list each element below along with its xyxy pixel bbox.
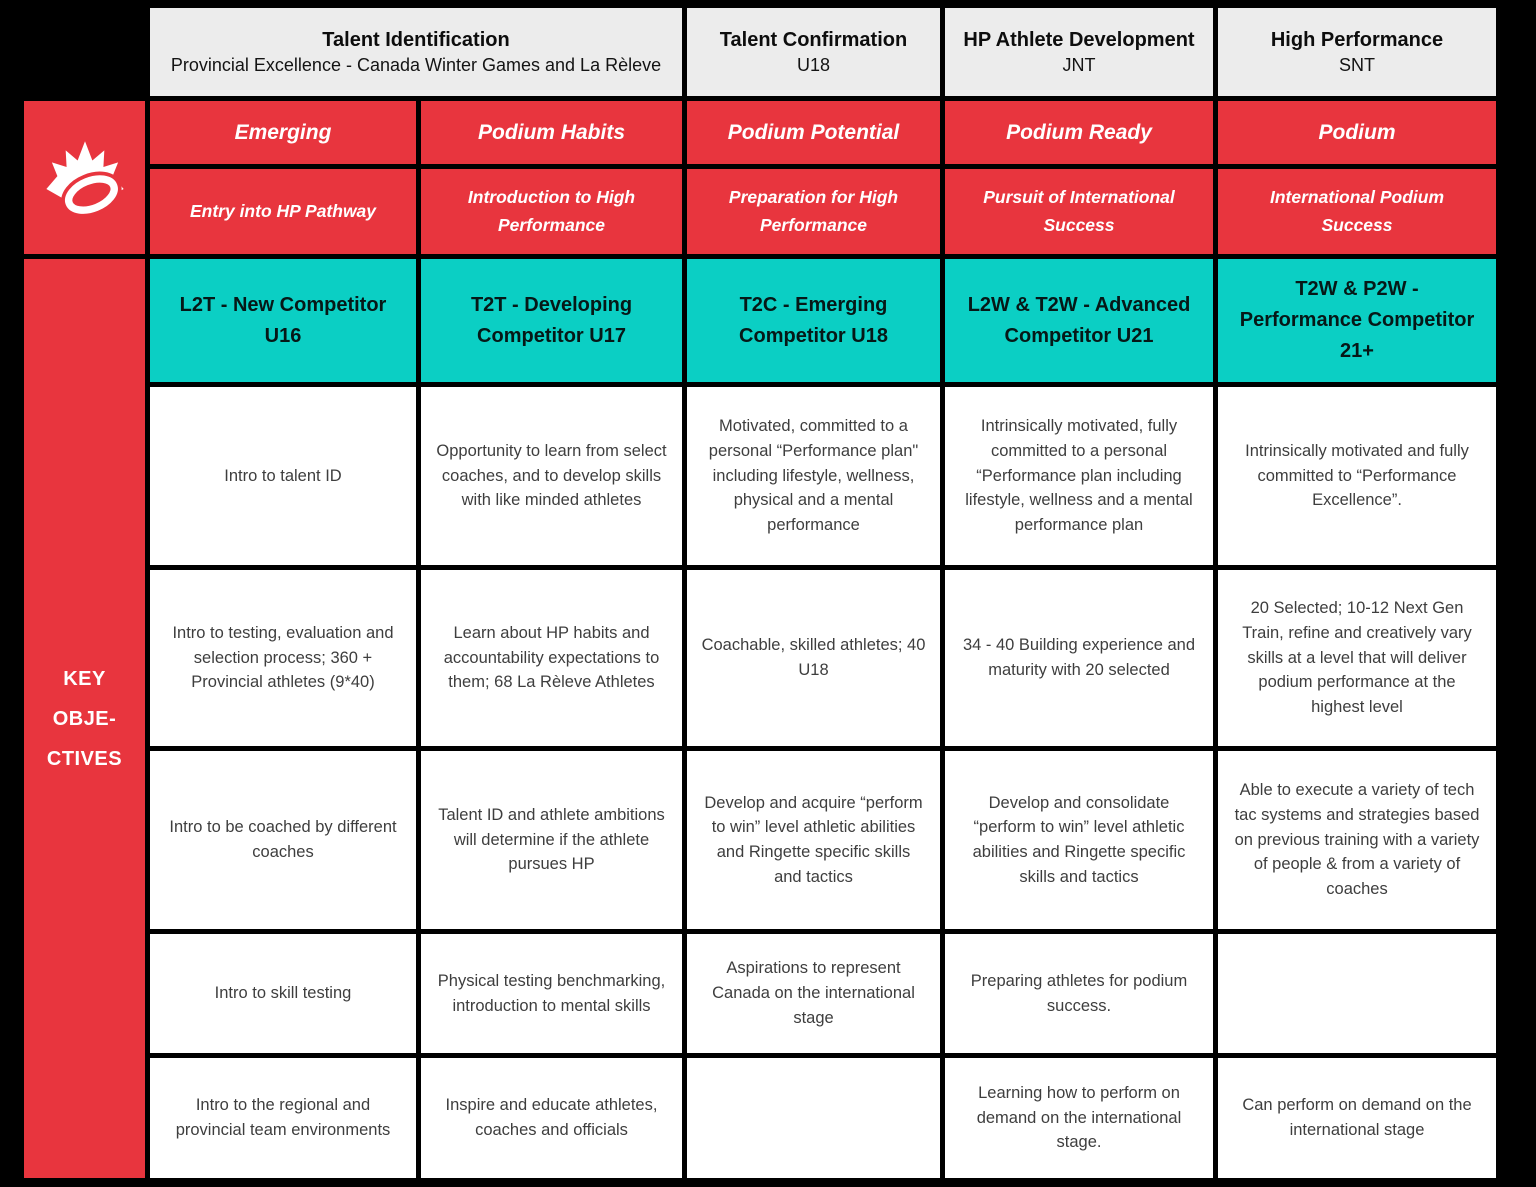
stage-name-cell-0: Emerging [150,101,416,164]
objective-cell-r4-c0: Intro to the regional and provincial team environments [150,1058,416,1178]
stage-desc-cell-3: Pursuit of International Success [945,169,1213,254]
objective-cell-r4-c1: Inspire and educate athletes, coaches and officials [421,1058,682,1178]
objective-cell-r2-c1: Talent ID and athlete ambitions will determine if the athlete pursues HP [421,751,682,929]
objective-cell-r0-c4: Intrinsically motivated and fully committed to “Performance Excellence”. [1218,387,1496,565]
stage-name-cell-4: Podium [1218,101,1496,164]
competitor-cell-2: T2C - Emerging Competitor U18 [687,259,940,382]
objective-cell-r0-c0: Intro to talent ID [150,387,416,565]
header-cell-2 [945,8,1213,96]
objective-cell-r4-c2 [687,1058,940,1178]
objective-cell-r0-c2: Motivated, committed to a personal “Performance plan" including lifestyle, wellness, physical and a mental performance [687,387,940,565]
header-cell-3 [1218,8,1496,96]
key-objectives-label [24,259,145,1178]
stage-desc-cell-2: Preparation for High Performance [687,169,940,254]
competitor-cell-3: L2W & T2W - Advanced Competitor U21 [945,259,1213,382]
stage-desc-cell-4: International Podium Success [1218,169,1496,254]
stage-desc-cell-1: Introduction to High Performance [421,169,682,254]
stage-name-cell-3: Podium Ready [945,101,1213,164]
competitor-cell-1: T2T - Developing Competitor U17 [421,259,682,382]
key-objectives-line: CTIVES [46,747,123,770]
stage-desc-cell-0: Entry into HP Pathway [150,169,416,254]
competitor-cell-0: L2T - New Competitor U16 [150,259,416,382]
objective-cell-r4-c3: Learning how to perform on demand on the international stage. [945,1058,1213,1178]
objective-cell-r1-c3: 34 - 40 Building experience and maturity with 20 selected [945,570,1213,746]
header-subtitle: SNT [1339,54,1375,75]
objective-cell-r2-c3: Develop and consolidate “perform to win” level athletic abilities and Ringette specific skills and tactics [945,751,1213,929]
ringette-canada-logo [39,132,131,224]
header-title: High Performance [1270,28,1444,51]
header-subtitle: Provincial Excellence - Canada Winter Games and La Rèleve [170,54,662,75]
objective-cell-r1-c1: Learn about HP habits and accountability expectations to them; 68 La Rèleve Athletes [421,570,682,746]
header-title: HP Athlete Development [963,28,1195,51]
header-title: Talent Identification [322,28,510,51]
objective-cell-r2-c0: Intro to be coached by different coaches [150,751,416,929]
objective-cell-r0-c3: Intrinsically motivated, fully committed to a personal “Performance plan including lifestyle, wellness and a mental performance plan [945,387,1213,565]
key-objectives-line: KEY [63,667,106,690]
stage-name-cell-2: Podium Potential [687,101,940,164]
header-subtitle: JNT [1062,54,1096,75]
objective-cell-r0-c1: Opportunity to learn from select coaches, and to develop skills with like minded athletes [421,387,682,565]
header-title: Talent Confirmation [719,28,908,51]
logo-cell [24,101,145,254]
header-cell-0 [150,8,682,96]
objective-cell-r1-c0: Intro to testing, evaluation and selection process; 360 + Provincial athletes (9*40) [150,570,416,746]
objective-cell-r4-c4: Can perform on demand on the international stage [1218,1058,1496,1178]
objective-cell-r1-c4: 20 Selected; 10-12 Next Gen Train, refine and creatively vary skills at a level that will deliver podium performance at the highest level [1218,570,1496,746]
athlete-pathway-table [24,8,1496,1178]
objective-cell-r3-c3: Preparing athletes for podium success. [945,934,1213,1053]
stage-name-cell-1: Podium Habits [421,101,682,164]
header-subtitle: U18 [796,54,831,75]
objective-cell-r3-c4 [1218,934,1496,1053]
objective-cell-r3-c2: Aspirations to represent Canada on the international stage [687,934,940,1053]
objective-cell-r3-c1: Physical testing benchmarking, introduction to mental skills [421,934,682,1053]
header-cell-1 [687,8,940,96]
key-objectives-line: OBJE- [52,707,117,730]
objective-cell-r3-c0: Intro to skill testing [150,934,416,1053]
objective-cell-r2-c4: Able to execute a variety of tech tac systems and strategies based on previous training with a variety of people & from a variety of coaches [1218,751,1496,929]
objective-cell-r2-c2: Develop and acquire “perform to win” level athletic abilities and Ringette specific skills and tactics [687,751,940,929]
competitor-cell-4: T2W & P2W - Performance Competitor 21+ [1218,259,1496,382]
objective-cell-r1-c2: Coachable, skilled athletes; 40 U18 [687,570,940,746]
